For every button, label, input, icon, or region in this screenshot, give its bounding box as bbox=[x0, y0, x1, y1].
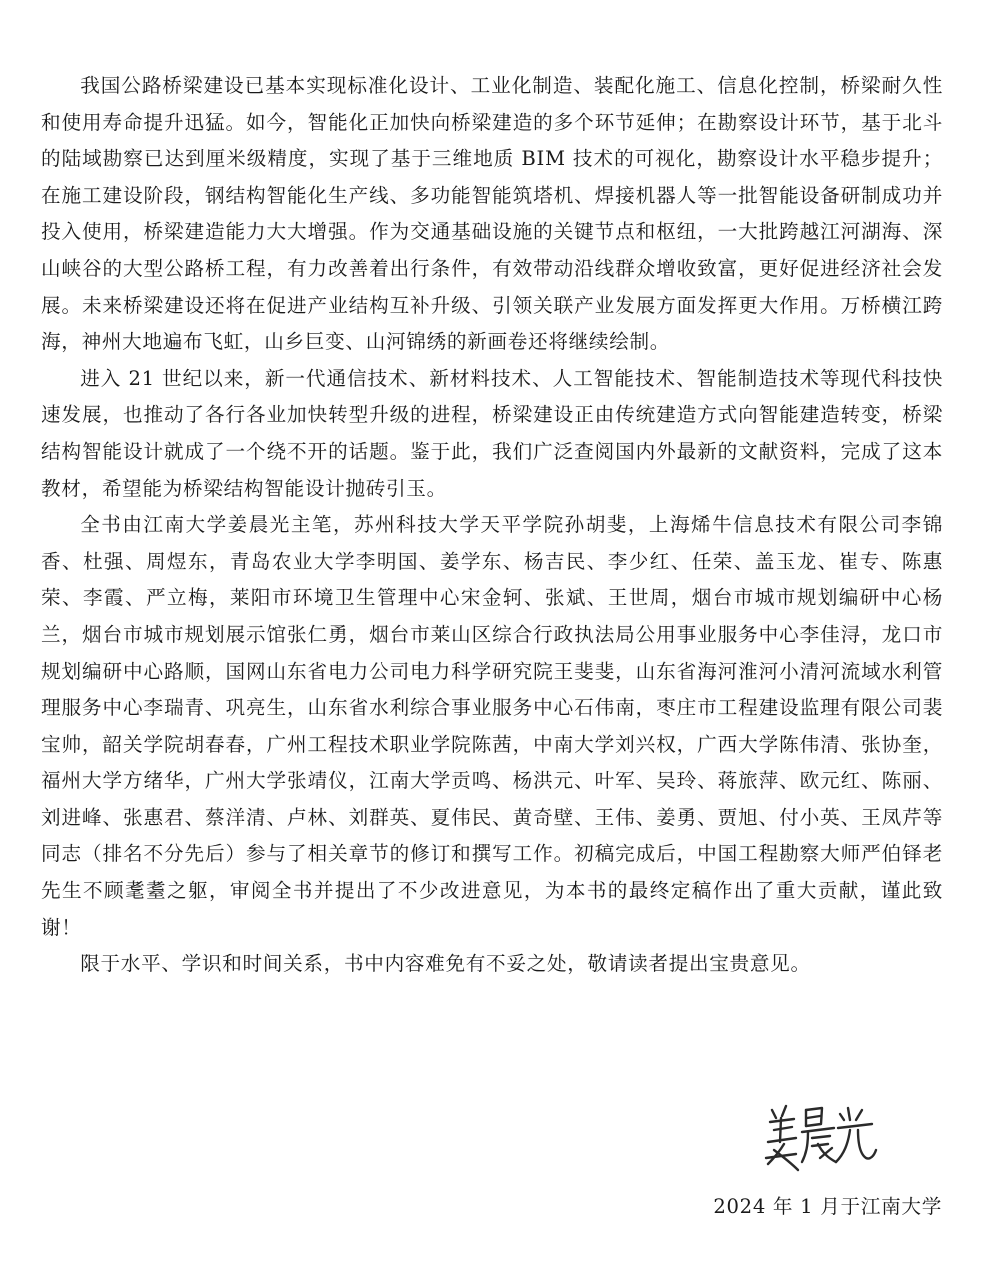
preface-body bbox=[41, 68, 943, 983]
preface-paragraph-4: 限于水平、学识和时间关系，书中内容难免有不妥之处，敬请读者提出宝贵意见。 bbox=[80, 952, 811, 976]
handwritten-signature bbox=[762, 1098, 882, 1178]
preface-paragraph-1: 我国公路桥梁建设已基本实现标准化设计、工业化制造、装配化施工、信息化控制，桥梁耐久性和使用寿命提升迅猛。如今，智能化正加快向桥梁建造的多个环节延伸；在勘察设计环节，基于北斗的陆域勘察已达到厘米级精度，实现了基于三维地质 BIM 技术的可视化，勘察设计水平稳步提升；在施工建设阶段，钢结构智能化生产线、多功能智能筑塔机、焊接机器人等一批智能设备研制成功并投入使用，桥梁建造能力大大增强。作为交通基础设施的关键节点和枢纽，一大批跨越江河湖海、深山峡谷的大型公路桥工程，有力改善着出行条件，有效带动沿线群众增收致富，更好促进经济社会发展。未来桥梁建设还将在促进产业结构互补升级、引领关联产业发展方面发挥更大作用。万桥横江跨海，神州大地遍布飞虹，山乡巨变、山河锦绣的新画卷还将继续绘制。 bbox=[41, 74, 943, 354]
date-signoff: 2024 年 1 月于江南大学 bbox=[713, 1195, 942, 1218]
preface-paragraph-2: 进入 21 世纪以来，新一代通信技术、新材料技术、人工智能技术、智能制造技术等现代科技快速发展，也推动了各行各业加快转型升级的进程，桥梁建设正由传统建造方式向智能建造转变，桥梁结构智能设计就成了一个绕不开的话题。鉴于此，我们广泛查阅国内外最新的文献资料，完成了这本教材，希望能为桥梁结构智能设计抛砖引玉。 bbox=[41, 366, 943, 500]
preface-paragraph-3: 全书由江南大学姜晨光主笔，苏州科技大学天平学院孙胡斐，上海烯牛信息技术有限公司李锦香、杜强、周煜东，青岛农业大学李明国、姜学东、杨吉民、李少红、任荣、盖玉龙、崔专、陈惠荣、李霞、严立梅，莱阳市环境卫生管理中心宋金轲、张斌、王世周，烟台市城市规划编研中心杨兰，烟台市城市规划展示馆张仁勇，烟台市莱山区综合行政执法局公用事业服务中心李佳浔，龙口市规划编研中心路顺，国网山东省电力公司电力科学研究院王斐斐，山东省海河淮河小清河流域水利管理服务中心李瑞青、巩亮生，山东省水利综合事业服务中心石伟南，枣庄市工程建设监理有限公司裴宝帅，韶关学院胡春春，广州工程技术职业学院陈茜，中南大学刘兴权，广西大学陈伟清、张协奎，福州大学方绪华，广州大学张靖仪，江南大学贡鸣、杨洪元、叶军、吴玲、蒋旅萍、欧元红、陈丽、刘进峰、张惠君、蔡洋清、卢林、刘群英、夏伟民、黄奇壁、王伟、姜勇、贾旭、付小英、王凤芹等同志（排名不分先后）参与了相关章节的修订和撰写工作。初稿完成后，中国工程勘察大师严伯铎老先生不顾耄耋之躯，审阅全书并提出了不少改进意见，为本书的最终定稿作出了重大贡献，谨此致谢！ bbox=[41, 513, 943, 939]
